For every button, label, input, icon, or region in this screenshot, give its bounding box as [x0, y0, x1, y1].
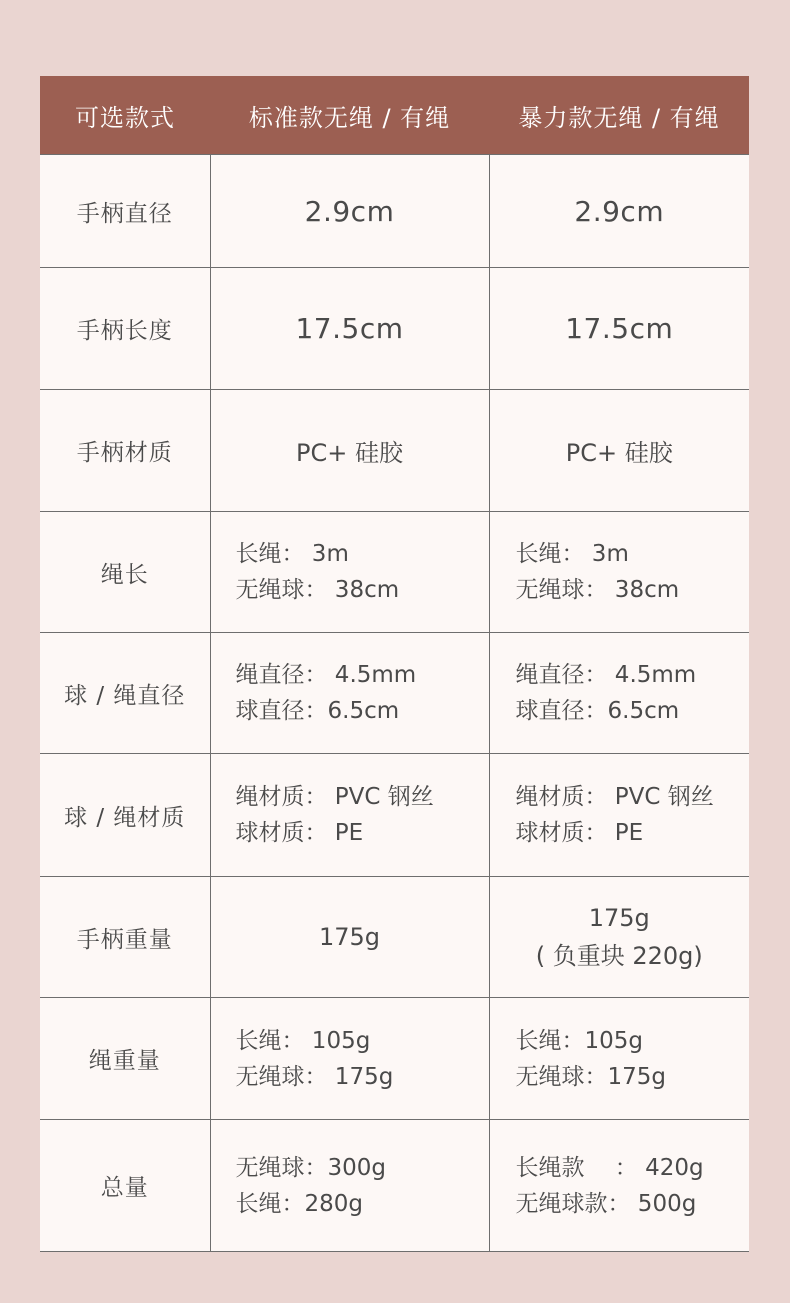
value-line: 球直径：6.5cm [515, 698, 680, 724]
value-line: 长绳： 3m [515, 541, 629, 567]
value-line: 长绳：280g [235, 1190, 363, 1217]
value-line: 绳直径： 4.5mm [515, 662, 697, 688]
spec-table [40, 76, 749, 1252]
standard-value [210, 633, 489, 754]
value-line: 长绳：105g [515, 1027, 643, 1054]
value-line: 长绳： 3m [235, 541, 349, 567]
standard-value: 175g [210, 877, 489, 998]
value-line: 绳直径： 4.5mm [235, 662, 417, 688]
table-row [40, 155, 749, 268]
heavy-value [489, 998, 749, 1120]
value-line: 无绳球： 175g [235, 1063, 394, 1090]
row-label: 总量 [40, 1120, 210, 1252]
standard-value [210, 998, 489, 1120]
heavy-value [489, 512, 749, 633]
heavy-value [489, 1120, 749, 1252]
value-line: 长绳： 105g [235, 1027, 371, 1054]
value-line: 无绳球： 38cm [235, 577, 400, 603]
row-label: 手柄长度 [40, 268, 210, 390]
standard-value [210, 754, 489, 877]
value-line: 无绳球款： 500g [515, 1190, 697, 1217]
standard-value: 2.9cm [210, 155, 489, 268]
table-row [40, 877, 749, 998]
standard-value [210, 1120, 489, 1252]
heavy-value: PC+ 硅胶 [489, 390, 749, 512]
standard-value [210, 512, 489, 633]
value-line: 无绳球：175g [515, 1063, 666, 1090]
value-line: 球直径：6.5cm [235, 698, 400, 724]
value-line: ( 负重块 220g) [535, 942, 703, 970]
value-line: 无绳球：300g [235, 1154, 386, 1181]
row-label: 球 / 绳直径 [40, 633, 210, 754]
table-row [40, 512, 749, 633]
row-label: 手柄重量 [40, 877, 210, 998]
table-row [40, 390, 749, 512]
header-row [40, 76, 749, 155]
value-line: 175g [588, 904, 650, 932]
heavy-value: 2.9cm [489, 155, 749, 268]
value-line: 绳材质： PVC 钢丝 [235, 784, 434, 810]
value-line: 球材质： PE [235, 820, 364, 846]
table-row [40, 1120, 749, 1252]
heavy-value [489, 754, 749, 877]
value-line: 无绳球： 38cm [515, 577, 680, 603]
heavy-value [489, 877, 749, 998]
table-row [40, 754, 749, 877]
standard-value: PC+ 硅胶 [210, 390, 489, 512]
table-row [40, 268, 749, 390]
table-row [40, 633, 749, 754]
header-standard: 标准款无绳 / 有绳 [210, 76, 489, 155]
row-label: 绳重量 [40, 998, 210, 1120]
table-row [40, 998, 749, 1120]
row-label: 手柄直径 [40, 155, 210, 268]
value-line: 球材质： PE [515, 820, 644, 846]
heavy-value [489, 633, 749, 754]
value-line: 绳材质： PVC 钢丝 [515, 784, 714, 810]
header-heavy: 暴力款无绳 / 有绳 [489, 76, 749, 155]
standard-value: 17.5cm [210, 268, 489, 390]
header-option: 可选款式 [40, 76, 210, 155]
row-label: 绳长 [40, 512, 210, 633]
value-line: 长绳款 ： 420g [515, 1154, 704, 1181]
row-label: 手柄材质 [40, 390, 210, 512]
heavy-value: 17.5cm [489, 268, 749, 390]
row-label: 球 / 绳材质 [40, 754, 210, 877]
